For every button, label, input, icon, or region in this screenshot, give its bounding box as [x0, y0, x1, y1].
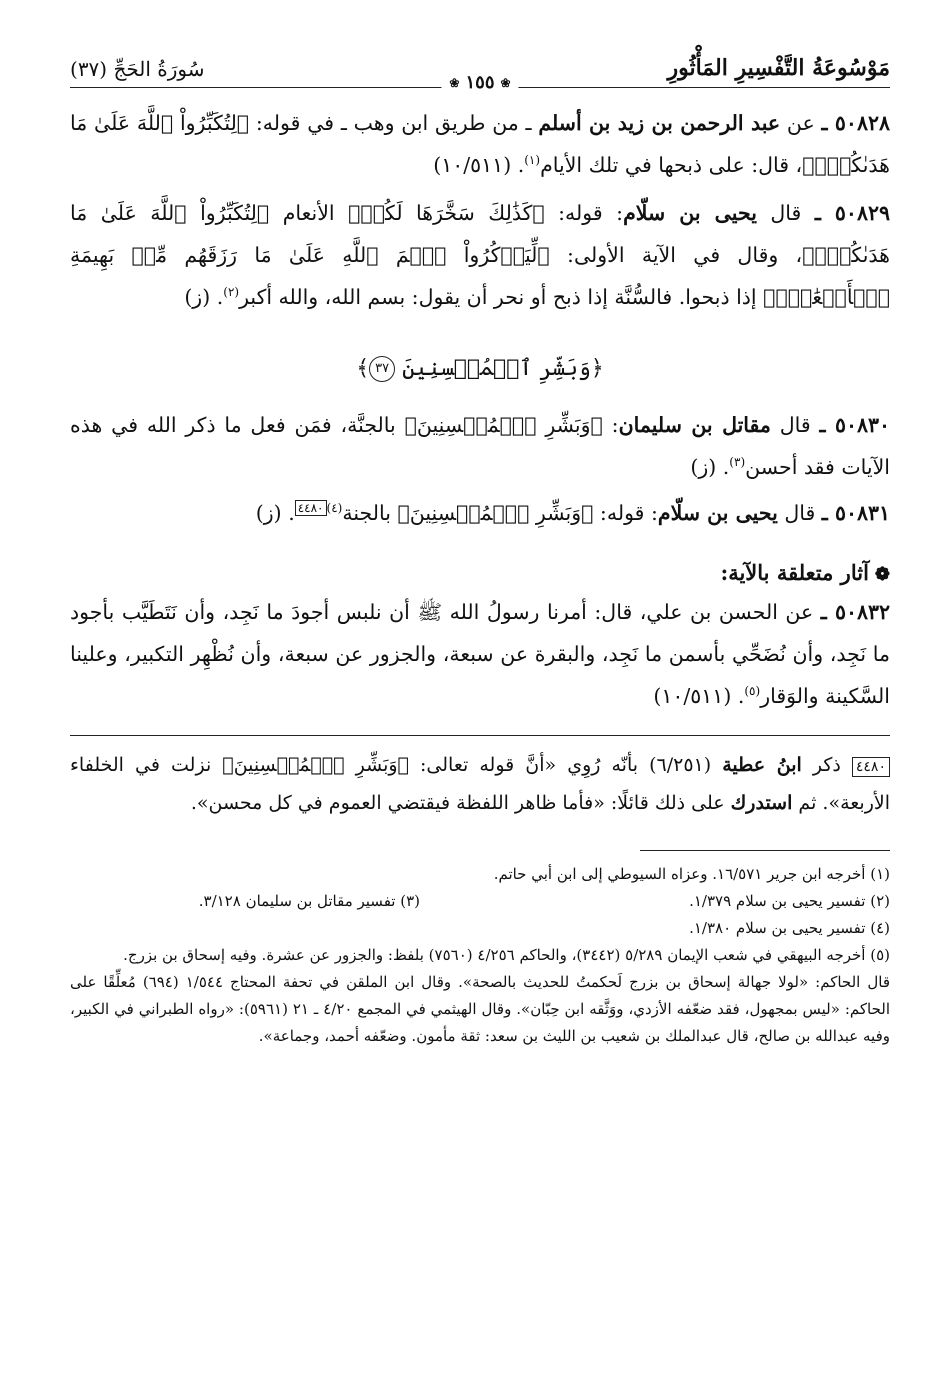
- footnote-ref[interactable]: (١): [524, 153, 541, 168]
- commentary-note: [70, 746, 890, 822]
- text: (٦/٢٥١) بأنّه رُوِي «أنَّ قوله تعالى:: [408, 754, 723, 776]
- text: . (١٠/٥١١): [433, 153, 525, 177]
- commentary-separator: [70, 735, 890, 736]
- footnote-5-continued: قال الحاكم: «لولا جهالة إسحاق بن بزرج لَحكمتُ للحديث بالصحة». وقال ابن الملقن في تحفة المحتاج ١/٥٤٤ (٦٩٤) مُعلِّقًا على الحاكم: «ليس بمجهول، فقد ضعّفه الأزدي، ووَثَّقه ابن حِبّان». وقال الهيثمي في المجمع ٤/٢٠ ـ ٢١ (٥٩٦١): «رواه الطبراني في الكبير، وفيه عبدالله بن صالح، قال عبدالملك بن شعيب بن الليث بن سعد: ثقة مأمون. وضعّفه أحمد، وجماعة».: [70, 973, 890, 1045]
- text: قال: [756, 201, 815, 225]
- verse-text: ﴿وَبَشِّرِ ٱلۡمُحۡسِنِينَ: [402, 356, 604, 381]
- footnote-row-2-3: [70, 888, 890, 915]
- narration-number: ٥٠٨٣٠ ـ: [819, 413, 890, 437]
- footnote-4: (٤) تفسير يحيى بن سلام ١/٣٨٠.: [689, 919, 890, 937]
- section-title: [70, 560, 890, 585]
- narration-number: ٥٠٨٢٨ ـ: [821, 111, 890, 135]
- footnote-ref[interactable]: (٢): [223, 285, 240, 300]
- narration-number: ٥٠٨٢٩ ـ: [814, 201, 890, 225]
- narrator-name: مقاتل بن سليمان: [618, 413, 771, 437]
- text: : قوله:: [544, 201, 624, 225]
- verse-number: ٣٧: [369, 356, 395, 382]
- text: إذا ذبحوا. فالسُّنَّة إذا ذبح أو نحر أن يقول: بسم الله، والله أكبر: [239, 285, 764, 309]
- narration-50831: [70, 492, 890, 534]
- page-number: ١٥٥: [465, 72, 495, 93]
- quran-quote: ﴿لِتُكَبِّرُواْ ٱللَّهَ عَلَىٰ مَا هَدَىٰكُمۡۗ﴾: [70, 111, 890, 177]
- footnote-2: (٢) تفسير يحيى بن سلام ١/٣٧٩.: [689, 892, 890, 910]
- text: : قوله:: [593, 501, 658, 525]
- section-title-text: آثار متعلقة بالآية:: [720, 560, 869, 585]
- text: ـ من طريق ابن وهب ـ في قوله:: [249, 111, 539, 135]
- text: ، قال: على ذبحها في تلك الأيام: [540, 153, 803, 177]
- narration-number: ٥٠٨٣١ ـ: [821, 501, 890, 525]
- verse-bracket: ﴾: [356, 356, 370, 381]
- scholar-name: ابنُ عطية: [722, 754, 802, 776]
- footnote-ref[interactable]: (٣): [729, 455, 746, 470]
- narration-50828: [70, 102, 890, 186]
- text: بالجنَّة، فمَن فعل ما ذكر الله في هذه الآيات فقد أحسن: [70, 413, 890, 479]
- text: نزلت في الخلفاء الأربعة». ثم: [70, 754, 890, 814]
- page: [70, 55, 890, 1050]
- footnote-3: (٣) تفسير مقاتل بن سليمان ٣/١٢٨.: [198, 892, 420, 910]
- text: على ذلك قائلًا: «فأما ظاهر اللفظة فيقتضي العموم في كل محسن».: [190, 792, 731, 814]
- quran-quote: ﴿لِتُكَبِّرُواْ ٱللَّهَ عَلَىٰ مَا هَدَىٰكُمۡۗ﴾: [70, 201, 890, 267]
- quran-quote: ﴿وَبَشِّرِ ٱلۡمُحۡسِنِينَ﴾: [397, 501, 594, 525]
- book-title: مَوْسُوعَةُ التَّفْسِيرِ المَأْثُورِ: [667, 55, 890, 81]
- text: . (ز): [255, 501, 295, 525]
- text: الأنعام: [269, 201, 349, 225]
- quran-quote: ﴿وَبَشِّرِ ٱلۡمُحۡسِنِينَ﴾: [404, 413, 603, 437]
- quran-quote: ﴿وَبَشِّرِ ٱلۡمُحۡسِنِينَ﴾: [222, 754, 409, 776]
- narrator-name: عبد الرحمن بن زيد بن أسلم: [538, 111, 781, 135]
- footnote-5: (٥) أخرجه البيهقي في شعب الإيمان ٥/٢٨٩ (٣٤٤٢)، والحاكم ٤/٢٥٦ (٧٥٦٠) بلفظ: والجزور عن عشرة. وفيه إسحاق بن بزرج.: [123, 946, 890, 964]
- text: :: [602, 413, 619, 437]
- quran-quote: ﴿كَذَٰلِكَ سَخَّرَهَا لَكُمۡ﴾: [348, 201, 545, 225]
- narrator-name: يحيى بن سلّام: [623, 201, 757, 225]
- page-number-block: [441, 72, 518, 93]
- footnote-ref[interactable]: (٥): [744, 684, 761, 699]
- narration-50832: [70, 591, 890, 717]
- emphasis-verb: استدرك: [730, 792, 793, 814]
- text: . (ز): [184, 285, 224, 309]
- verse-heading: [70, 356, 890, 382]
- footnote-1: (١) أخرجه ابن جرير ١٦/٥٧١. وعزاه السيوطي إلى ابن أبي حاتم.: [493, 865, 890, 883]
- text: عن الحسن بن علي، قال: أمرنا رسولُ الله ﷺ أن نلبس أجودَ ما نَجِد، وأن نَتَطَيَّب بأجود ما نَجِد، وأن نُضَحِّي بأسمن ما نَجِد، والبقرة عن سبعة، والجزور عن سبعة، وأن نُظْهِر التكبير، وعلينا السَّكينة والوَقار: [70, 600, 890, 708]
- narration-50829: [70, 192, 890, 318]
- text: . (١٠/٥١١): [653, 684, 745, 708]
- running-header: [70, 55, 890, 93]
- narrator-name: يحيى بن سلّام: [657, 501, 778, 525]
- text: قال: [777, 501, 822, 525]
- text: قال: [770, 413, 820, 437]
- text: . (ز): [690, 455, 730, 479]
- commentary-ref-box[interactable]: ٤٤٨٠: [295, 500, 327, 516]
- text: ذكر: [801, 754, 852, 776]
- text: بالجنة: [342, 501, 398, 525]
- flower-icon: ❁: [874, 564, 890, 585]
- ornament-icon: ❀: [500, 75, 511, 90]
- surah-title: سُورَةُ الحَجِّ (٣٧): [70, 57, 205, 81]
- quran-quote: ﴿لِّيَذۡكُرُواْ ٱسۡمَ ٱللَّهِ عَلَىٰ مَا رَزَقَهُم مِّنۢ بَهِيمَةِ ٱلۡأَنۡعَٰمِۖ﴾: [70, 243, 890, 309]
- ornament-icon: ❀: [449, 75, 460, 90]
- text: ، وقال في الآية الأولى:: [549, 243, 803, 267]
- text: عن: [780, 111, 822, 135]
- narration-number: ٥٠٨٣٢ ـ: [820, 600, 890, 624]
- commentary-number: ٤٤٨٠: [852, 757, 890, 777]
- narration-50830: [70, 404, 890, 488]
- footnote-separator: [640, 850, 890, 851]
- footnote-ref[interactable]: (٤): [326, 501, 343, 516]
